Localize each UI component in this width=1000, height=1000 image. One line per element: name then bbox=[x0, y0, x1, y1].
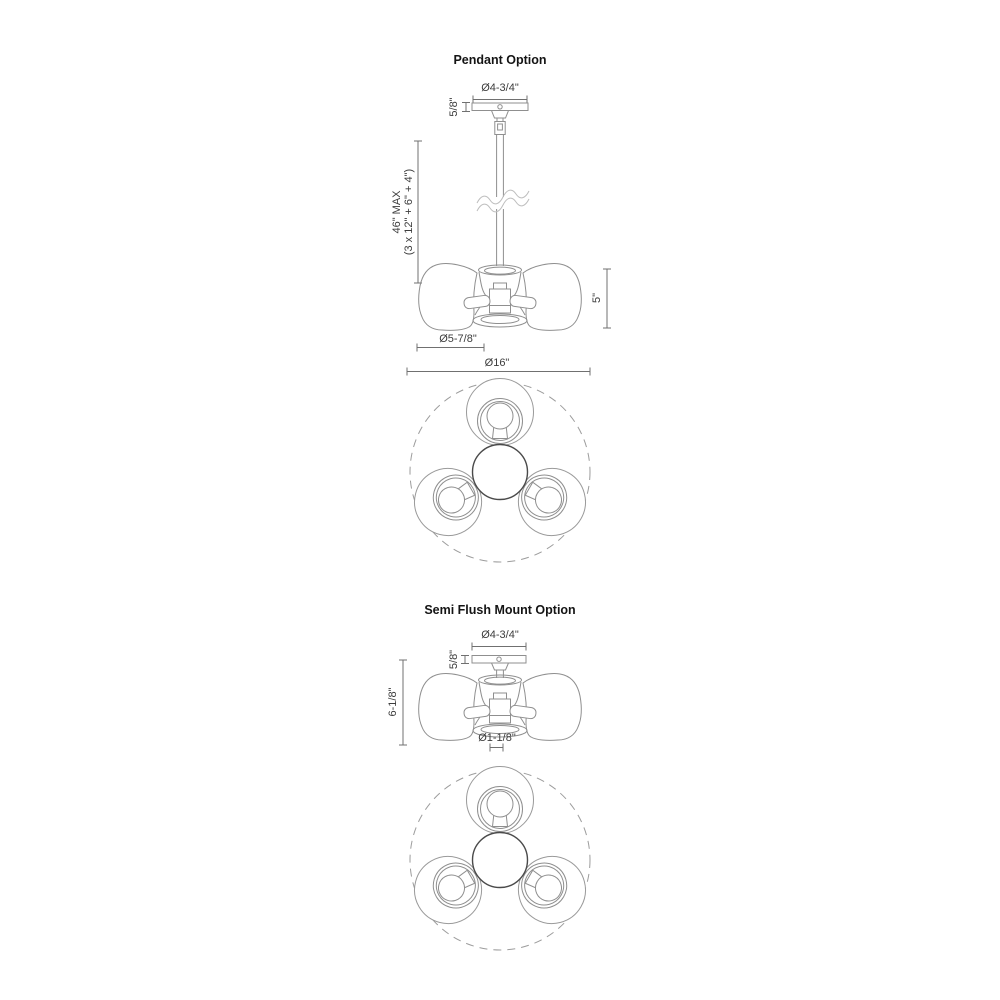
dim-pendant-body-height bbox=[591, 269, 611, 328]
pendant-down-rod bbox=[477, 135, 529, 267]
dim-semi-stem-diameter bbox=[478, 732, 516, 752]
canopy-screw bbox=[497, 657, 501, 661]
dim-label: Ø1-1/8" bbox=[478, 732, 516, 744]
dim-label: Ø4-3/4" bbox=[481, 629, 519, 641]
pendant-canopy bbox=[472, 103, 528, 135]
dim-semi-canopy-diameter bbox=[472, 629, 526, 651]
dim-label: 46" MAX bbox=[391, 190, 403, 234]
dim-label: Ø4-3/4" bbox=[481, 82, 519, 94]
pendant-title: Pendant Option bbox=[453, 53, 547, 67]
pendant-section bbox=[391, 53, 611, 562]
dim-label: Ø5-7/8" bbox=[439, 333, 477, 345]
semi-flush-title: Semi Flush Mount Option bbox=[424, 603, 576, 617]
dim-label: 5/8" bbox=[448, 97, 460, 117]
hang-straight-pin bbox=[498, 124, 503, 130]
dim-label: (3 x 12" + 6" + 4") bbox=[403, 168, 415, 256]
hang-straight-neck bbox=[497, 118, 503, 122]
semi-flush-plan-view bbox=[402, 767, 597, 951]
canopy-collar bbox=[492, 111, 509, 119]
canopy-screw bbox=[498, 105, 502, 109]
dim-label: 5/8" bbox=[448, 649, 460, 670]
dim-pendant-shade-diameter bbox=[417, 333, 484, 352]
dim-label: 6-1/8" bbox=[387, 687, 399, 717]
dim-pendant-overall-diameter bbox=[407, 357, 590, 376]
dim-semi-canopy-height bbox=[448, 650, 469, 669]
dim-pendant-canopy-diameter bbox=[473, 82, 527, 104]
hang-straight-knuckle bbox=[495, 122, 505, 135]
pendant-fixture-side-view bbox=[419, 264, 582, 331]
dim-semi-fixture-height bbox=[387, 660, 407, 745]
semi-flush-section bbox=[387, 603, 598, 950]
dim-pendant-rod-length bbox=[391, 141, 422, 283]
dim-label: 5" bbox=[591, 292, 603, 304]
pendant-plan-view bbox=[402, 379, 597, 563]
semi-flush-fixture-side-view bbox=[419, 674, 582, 741]
dim-pendant-canopy-height bbox=[448, 97, 470, 116]
dim-label: Ø16" bbox=[484, 357, 510, 369]
canopy-collar bbox=[492, 663, 509, 670]
